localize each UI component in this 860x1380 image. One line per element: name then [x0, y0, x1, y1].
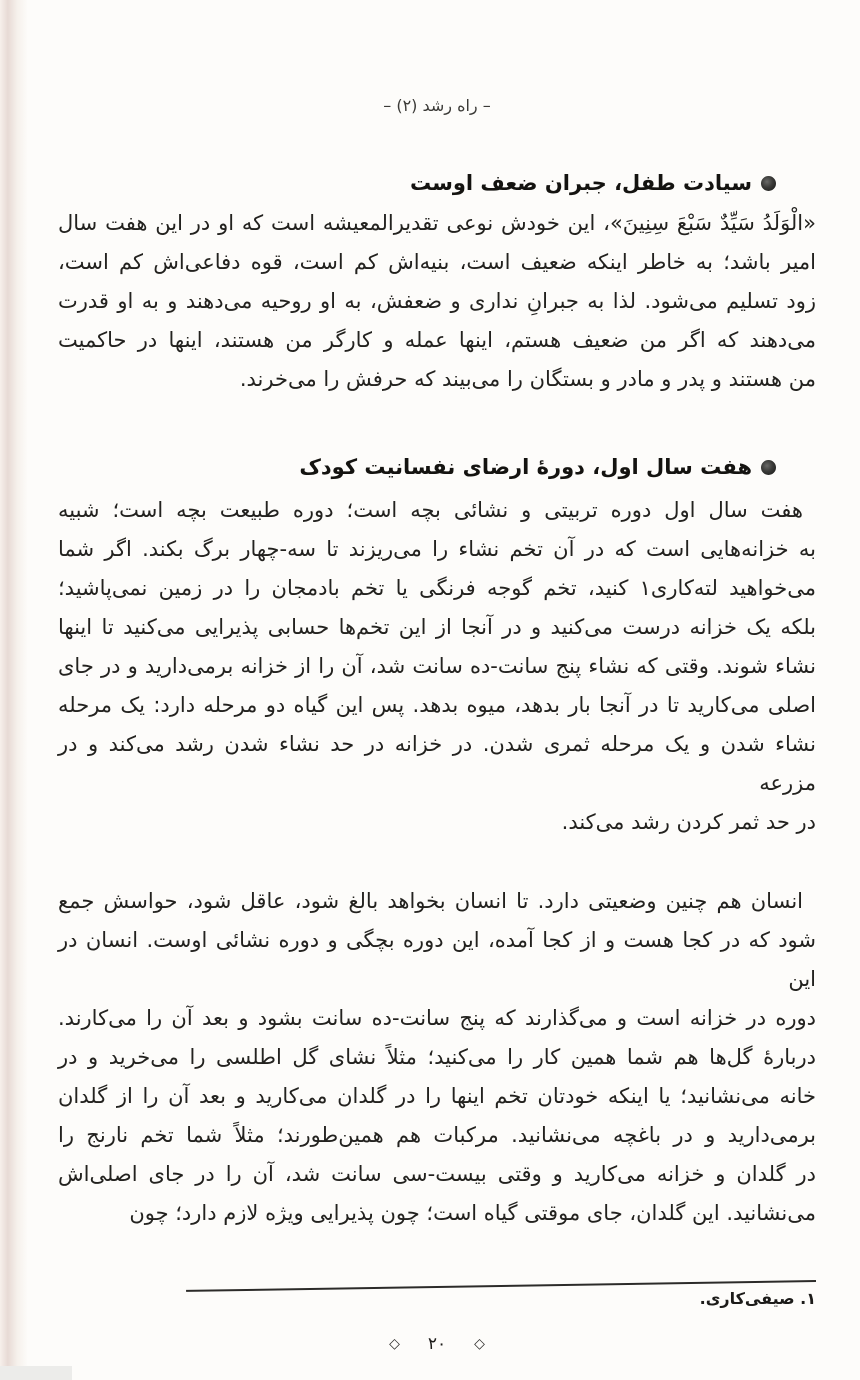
- text-line: در گلدان و خزانه می‌کارید و وقتی بیست-سی سانت شد، آن را در جای اصلی‌اش: [58, 1162, 816, 1186]
- text-line: انسان هم چنین وضعیتی دارد. تا انسان بخواهد بالغ شود، عاقل شود، حواسش جمع: [58, 889, 803, 913]
- section-heading-2: [58, 455, 816, 479]
- text-line: می‌خواهید لته‌کاری۱ کنید، تخم گوجه فرنگی یا تخم بادمجان را در زمین نمی‌پاشید؛: [58, 576, 816, 600]
- page-footer: [58, 1334, 816, 1354]
- text-line: می‌نشانید. این گلدان، جای موقتی گیاه است؛ چون پذیرایی ویژه لازم دارد؛ چون: [129, 1201, 816, 1225]
- text-line: برمی‌دارید و در باغچه می‌نشانید. مرکبات هم همین‌طورند؛ مثلاً شما تخم نارنج را: [58, 1123, 816, 1147]
- footnote-text: ۱. صیفی‌کاری.: [699, 1289, 816, 1308]
- paragraph-1: [58, 204, 816, 399]
- text-line: امیر باشد؛ به خاطر اینکه ضعیف است، بنیه‌اش کم است، قوه دفاعی‌اش کم است،: [58, 250, 816, 274]
- scan-corner-artifact: [0, 1366, 72, 1380]
- scan-edge-shadow: [0, 0, 28, 1380]
- text-line: اصلی می‌کارید تا در آنجا بار بدهد، میوه بدهد. پس این گیاه دو مرحله دارد: یک مرحله: [58, 693, 816, 717]
- paragraph-3: [58, 882, 816, 1233]
- page-content: [58, 0, 816, 1354]
- filled-circle-bullet-icon: [761, 460, 776, 475]
- section-heading-2-label: هفت سال اول، دورهٔ ارضای نفسانیت کودک: [299, 455, 752, 479]
- paragraph-2: [58, 491, 816, 842]
- running-header: – راه رشد (۲) –: [383, 96, 491, 115]
- text-line: من هستند و پدر و مادر و بستگان را می‌بیند که حرفش را می‌خرند.: [239, 367, 816, 391]
- filled-circle-bullet-icon: [761, 176, 776, 191]
- text-line: خانه می‌نشانید؛ یا اینکه خودتان تخم اینها را در گلدان می‌کارید و بعد آن را از گلدان: [58, 1084, 816, 1108]
- text-line: نشاء شوند. وقتی که نشاء پنج سانت-ده سانت شد، آن را از خزانه برمی‌دارید و در جای: [58, 654, 816, 678]
- section-heading-1-label: سیادت طفل، جبران ضعف اوست: [409, 171, 752, 195]
- text-line: هفت سال اول دوره تربیتی و نشائی بچه است؛ دوره طبیعت بچه است؛ شبیه: [58, 498, 803, 522]
- text-line: شود که در کجا هست و از کجا آمده، این دوره بچگی و دوره نشائی اوست. انسان در این: [58, 928, 816, 991]
- diamond-icon: ◇: [389, 1336, 400, 1352]
- text-line: در حد ثمر کردن رشد می‌کند.: [561, 810, 816, 834]
- text-line: دوره در خزانه است و می‌گذارند که پنج سانت-ده سانت بشود و بعد آن را می‌کارند.: [58, 1006, 816, 1030]
- text-line: نشاء شدن و یک مرحله ثمری شدن. در خزانه در حد نشاء شدن رشد می‌کند و در مزرعه: [58, 732, 816, 795]
- text-line: به خزانه‌هایی است که در آن تخم نشاء را می‌ریزند تا سه-چهار برگ بکند. اگر شما: [58, 537, 816, 561]
- text-line: دربارهٔ گل‌ها هم شما همین کار را می‌کنید؛ مثلاً نشای گل اطلسی را می‌خرید و در: [58, 1045, 816, 1069]
- diamond-icon: ◇: [474, 1336, 485, 1352]
- section-heading-1: [58, 171, 816, 195]
- text-line: بلکه یک خزانه درست می‌کنید و در آنجا از این تخم‌ها حسابی پذیرایی می‌کنید تا اینها: [58, 615, 816, 639]
- text-line: زود تسلیم می‌شود. لذا به جبرانِ نداری و ضعفش، به او روحیه می‌دهند و به او قدرت: [58, 289, 816, 313]
- text-line: می‌دهند که اگر من ضعیف هستم، اینها عمله و کارگر من هستند، اینها در حاکمیت: [58, 328, 816, 352]
- page-number: ۲۰: [427, 1334, 447, 1354]
- text-line: «الْوَلَدُ سَیِّدٌ سَبْعَ سِنِینَ»، این خودش نوعی تقدیرالمعیشه است که او در این هفت سال: [58, 211, 816, 235]
